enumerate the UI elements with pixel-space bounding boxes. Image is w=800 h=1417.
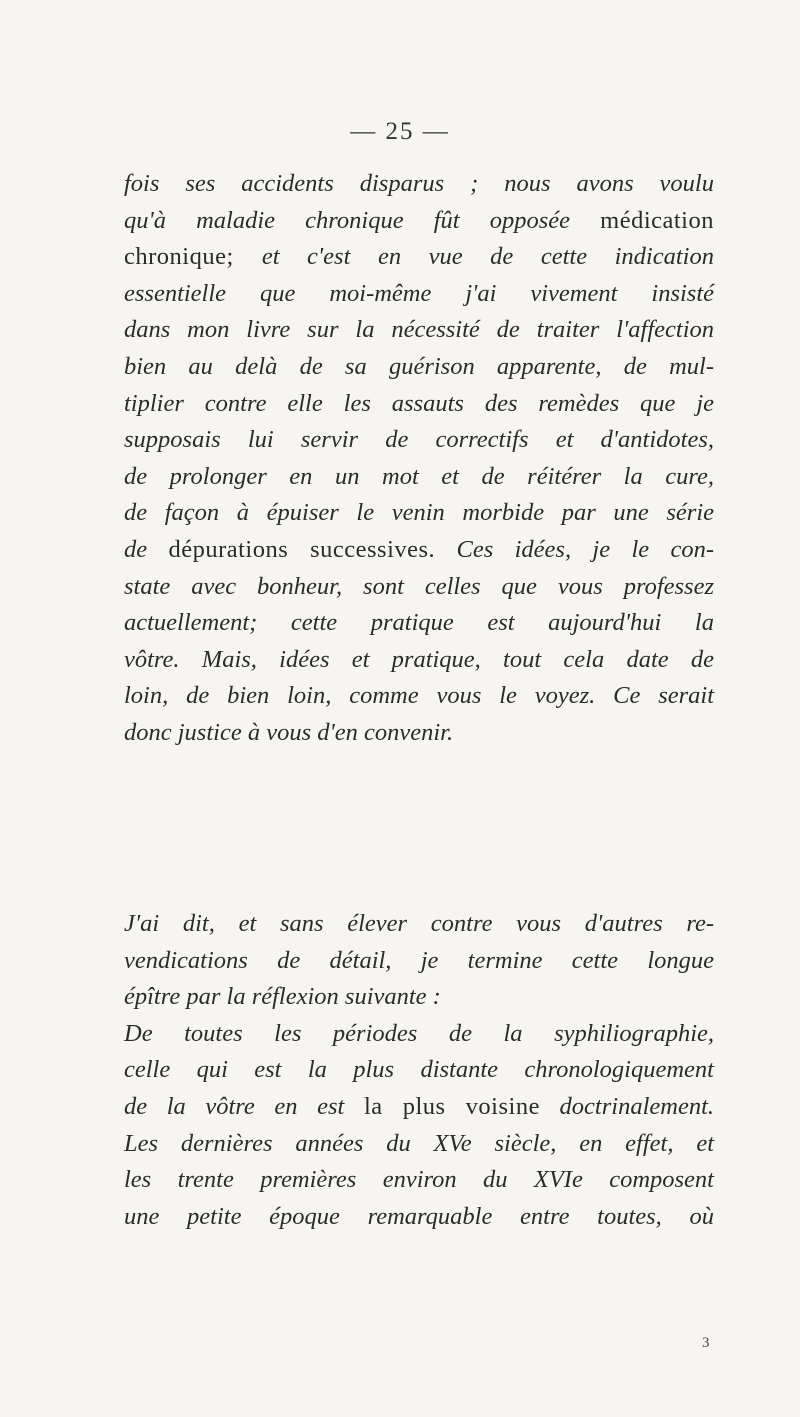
text-line [124, 1199, 714, 1236]
text-segment: dans mon livre sur la nécessité de traiter l'affection [124, 316, 714, 344]
text-line [124, 312, 714, 349]
text-segment: fois ses accidents disparus ; nous avons voulu [124, 170, 714, 197]
paragraph-2 [124, 906, 714, 1235]
text-segment: De toutes les périodes de la syphiliographie, [124, 1019, 714, 1047]
text-segment: les trente premières environ du XVIe composent [124, 1166, 714, 1194]
text-line [124, 166, 714, 203]
text-line [124, 276, 714, 313]
text-line [124, 495, 714, 532]
text-segment: vôtre. Mais, idées et pratique, tout cela date de [124, 645, 714, 673]
text-segment: bien au delà de sa guérison apparente, de mul- [124, 352, 714, 380]
text-segment: loin, de bien loin, comme vous le voyez. Ce serait [124, 682, 714, 710]
text-segment: supposais lui servir de correctifs et d'antidotes, [124, 426, 714, 454]
text-segment: et c'est en vue de cette indication [261, 243, 714, 271]
text-segment-roman: médication [600, 206, 714, 234]
text-segment-roman: chronique; [124, 243, 262, 271]
text-segment: de [124, 535, 169, 563]
text-line [124, 239, 714, 276]
text-segment: de la vôtre en est [124, 1092, 364, 1120]
text-segment: de façon à épuiser le venin morbide par une série [124, 499, 714, 527]
text-line [124, 1162, 714, 1199]
text-segment: de prolonger en un mot et de réitérer la cure, [124, 462, 714, 490]
text-line [124, 715, 714, 752]
text-line [124, 349, 714, 386]
text-line [124, 532, 714, 569]
text-line [124, 386, 714, 423]
text-line [124, 943, 714, 980]
text-segment-roman: la plus voisine [363, 1092, 540, 1120]
text-segment: vendications de détail, je termine cette longue [124, 946, 714, 974]
text-segment: qu'à maladie chronique fût opposée [124, 206, 601, 234]
text-line [124, 979, 714, 1016]
text-segment: celle qui est la plus distante chronologiquement [124, 1056, 714, 1084]
text-segment: Ces idées, je le con- [435, 535, 714, 563]
text-segment-roman: dépurations successives. [168, 535, 436, 563]
text-line [124, 459, 714, 496]
text-line [124, 1052, 714, 1089]
text-segment: épître par la réflexion suivante : [124, 983, 441, 1011]
paragraph-1 [124, 166, 714, 752]
text-line [124, 569, 714, 606]
text-line [124, 1126, 714, 1163]
text-segment: donc justice à vous d'en convenir. [124, 718, 454, 746]
text-segment: actuellement; cette pratique est aujourd'hui la [124, 609, 714, 637]
text-line [124, 203, 714, 240]
text-segment: state avec bonheur, sont celles que vous professez [124, 572, 714, 600]
text-line [124, 642, 714, 679]
text-line [124, 1089, 714, 1126]
text-segment: Les dernières années du XVe siècle, en effet, et [124, 1129, 714, 1157]
text-segment: J'ai dit, et sans élever contre vous d'autres re- [124, 910, 714, 937]
text-segment: une petite époque remarquable entre toutes, où [124, 1202, 714, 1230]
text-line [124, 906, 714, 943]
text-line [124, 1016, 714, 1053]
text-segment: essentielle que moi-même j'ai vivement insisté [124, 279, 714, 307]
text-segment: tiplier contre elle les assauts des remèdes que je [124, 389, 714, 417]
page-number: — 25 — [350, 118, 450, 145]
text-segment: doctrinalement. [539, 1092, 715, 1120]
text-line [124, 605, 714, 642]
text-line [124, 678, 714, 715]
text-line [124, 422, 714, 459]
signature-mark: 3 [702, 1335, 710, 1351]
